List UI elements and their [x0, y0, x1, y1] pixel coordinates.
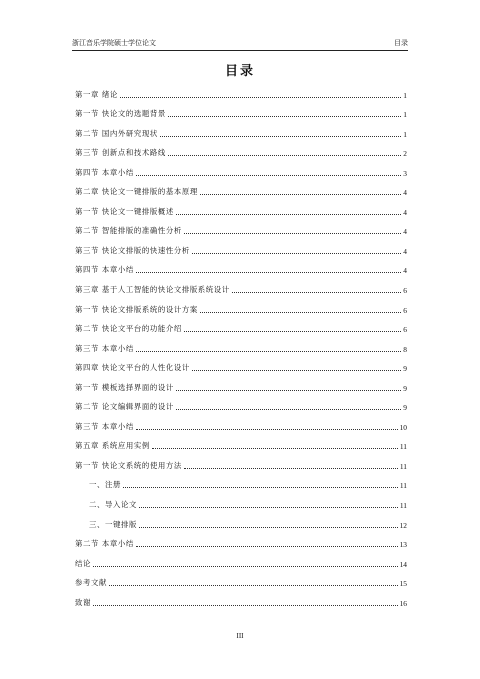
toc-entry-page: 9: [403, 383, 407, 393]
toc-entry-page: 11: [399, 501, 407, 511]
toc-entry-label: 第二节 快论文平台的功能介绍: [75, 324, 182, 334]
toc-leader-dots: [136, 350, 401, 352]
toc-entry[interactable]: [75, 549, 407, 569]
toc-entry-page: 1: [403, 129, 407, 139]
toc-entry-label: 结论: [75, 558, 91, 568]
toc-entry[interactable]: [75, 158, 407, 178]
toc-entry-label: 第四节 本章小结: [75, 167, 134, 177]
toc-entry-label: 第一节 模板选择界面的设计: [75, 382, 174, 392]
toc-entry-page: 6: [403, 286, 407, 296]
toc-entry-label: 第二节 智能排版的准确性分析: [75, 226, 182, 236]
toc-leader-dots: [136, 271, 401, 273]
toc-entry-page: 9: [403, 403, 407, 413]
toc-entry-label: 二、导入论文: [89, 500, 137, 510]
toc-entry[interactable]: [75, 236, 407, 256]
toc-entry[interactable]: [75, 588, 407, 608]
toc-entry[interactable]: [75, 451, 407, 471]
toc-entry-page: 11: [399, 481, 407, 491]
toc-entry-page: 1: [403, 110, 407, 120]
toc-leader-dots: [176, 408, 401, 410]
toc-entry[interactable]: [75, 490, 407, 510]
toc-leader-dots: [184, 467, 398, 469]
toc-entry-page: 6: [403, 325, 407, 335]
toc-entry-label: 第三节 快论文排版的快速性分析: [75, 245, 190, 255]
toc-entry-page: 13: [399, 540, 407, 550]
toc-entry[interactable]: [75, 510, 407, 530]
toc-entry[interactable]: [75, 393, 407, 413]
toc-entry-page: 3: [403, 168, 407, 178]
toc-leader-dots: [123, 486, 398, 488]
toc-entry-page: 8: [403, 344, 407, 354]
toc-entry-label: 三、一键排版: [89, 519, 137, 529]
toc-leader-dots: [160, 135, 401, 137]
toc-leader-dots: [136, 545, 398, 547]
toc-leader-dots: [93, 565, 398, 567]
toc-leader-dots: [168, 154, 401, 156]
toc-entry-label: 参考文献: [75, 578, 107, 588]
toc-leader-dots: [232, 291, 402, 293]
toc-entry-page: 1: [403, 90, 407, 100]
toc-entry-label: 第二节 本章小结: [75, 539, 134, 549]
toc-entry-page: 12: [399, 520, 407, 530]
toc-entry-label: 第二节 国内外研究现状: [75, 128, 158, 138]
toc-entry-label: 第一节 快论文系统的使用方法: [75, 460, 182, 470]
toc-leader-dots: [192, 369, 401, 371]
toc-entry-page: 10: [399, 422, 407, 432]
toc-entry[interactable]: [75, 569, 407, 589]
toc-entry-page: 16: [399, 598, 407, 608]
toc-entry[interactable]: [75, 119, 407, 139]
toc-leader-dots: [200, 193, 401, 195]
toc-leader-dots: [184, 232, 401, 234]
toc-leader-dots: [152, 447, 398, 449]
toc-leader-dots: [200, 311, 401, 313]
toc-entry-page: 11: [399, 461, 407, 471]
toc-leader-dots: [93, 604, 398, 606]
toc-entry[interactable]: [75, 354, 407, 374]
toc-entry[interactable]: [75, 217, 407, 237]
toc-entry-label: 第一章 绪论: [75, 89, 118, 99]
header-thesis-title: 浙江音乐学院硕士学位论文: [72, 39, 156, 47]
toc-entry[interactable]: [75, 471, 407, 491]
toc-entry-label: 第一节 快论文排版系统的设计方案: [75, 304, 198, 314]
toc-entry-page: 9: [403, 364, 407, 374]
toc-entry-label: 第三章 基于人工智能的快论文排版系统设计: [75, 285, 230, 295]
toc-entry-page: 11: [399, 442, 407, 452]
toc-title: 目录: [224, 64, 255, 79]
toc-entry[interactable]: [75, 530, 407, 550]
toc-entry[interactable]: [75, 315, 407, 335]
toc-leader-dots: [139, 506, 398, 508]
toc-entry-label: 第四章 快论文平台的人性化设计: [75, 363, 190, 373]
toc-entry-label: 第四节 本章小结: [75, 265, 134, 275]
toc-entry[interactable]: [75, 432, 407, 452]
toc-entry[interactable]: [75, 139, 407, 159]
toc-entry-label: 致谢: [75, 597, 91, 607]
page-number: III: [236, 632, 244, 640]
toc-entry[interactable]: [75, 178, 407, 198]
toc-entry-page: 6: [403, 305, 407, 315]
toc-entry[interactable]: [75, 412, 407, 432]
toc-leader-dots: [168, 115, 401, 117]
toc-entry-label: 第三节 本章小结: [75, 343, 134, 353]
toc-entry-page: 4: [403, 246, 407, 256]
toc-entry-label: 第三节 创新点和技术路线: [75, 148, 166, 158]
toc-entry[interactable]: [75, 275, 407, 295]
header-section-name: 目录: [394, 39, 408, 47]
running-header: [72, 34, 408, 51]
toc-entry-page: 14: [399, 559, 407, 569]
toc-leader-dots: [192, 252, 401, 254]
toc-leader-dots: [109, 584, 398, 586]
toc-leader-dots: [136, 174, 401, 176]
toc-leader-dots: [136, 428, 398, 430]
toc-entry[interactable]: [75, 100, 407, 120]
toc-leader-dots: [184, 330, 401, 332]
toc-entry-label: 第二节 论文编辑界面的设计: [75, 402, 174, 412]
toc-entry-page: 4: [403, 207, 407, 217]
toc-entry[interactable]: [75, 197, 407, 217]
toc-entry[interactable]: [75, 334, 407, 354]
toc-entry-label: 第一节 快论文一键排版概述: [75, 206, 174, 216]
toc-entry-page: 4: [403, 227, 407, 237]
table-of-contents: [75, 80, 407, 608]
toc-entry-label: 第一节 快论文的选题背景: [75, 109, 166, 119]
toc-entry-label: 第五章 系统应用实例: [75, 441, 150, 451]
toc-leader-dots: [120, 96, 401, 98]
toc-entry[interactable]: [75, 373, 407, 393]
toc-entry-label: 一、注册: [89, 480, 121, 490]
toc-entry[interactable]: [75, 256, 407, 276]
toc-entry-page: 15: [399, 579, 407, 589]
toc-entry-page: 2: [403, 149, 407, 159]
toc-leader-dots: [176, 213, 401, 215]
toc-entry-label: 第三节 本章小结: [75, 421, 134, 431]
toc-entry-label: 第二章 快论文一键排版的基本原理: [75, 187, 198, 197]
toc-entry-page: 4: [403, 188, 407, 198]
toc-entry[interactable]: [75, 295, 407, 315]
toc-leader-dots: [176, 389, 401, 391]
toc-leader-dots: [139, 526, 398, 528]
toc-entry-page: 4: [403, 266, 407, 276]
toc-entry[interactable]: [75, 80, 407, 100]
